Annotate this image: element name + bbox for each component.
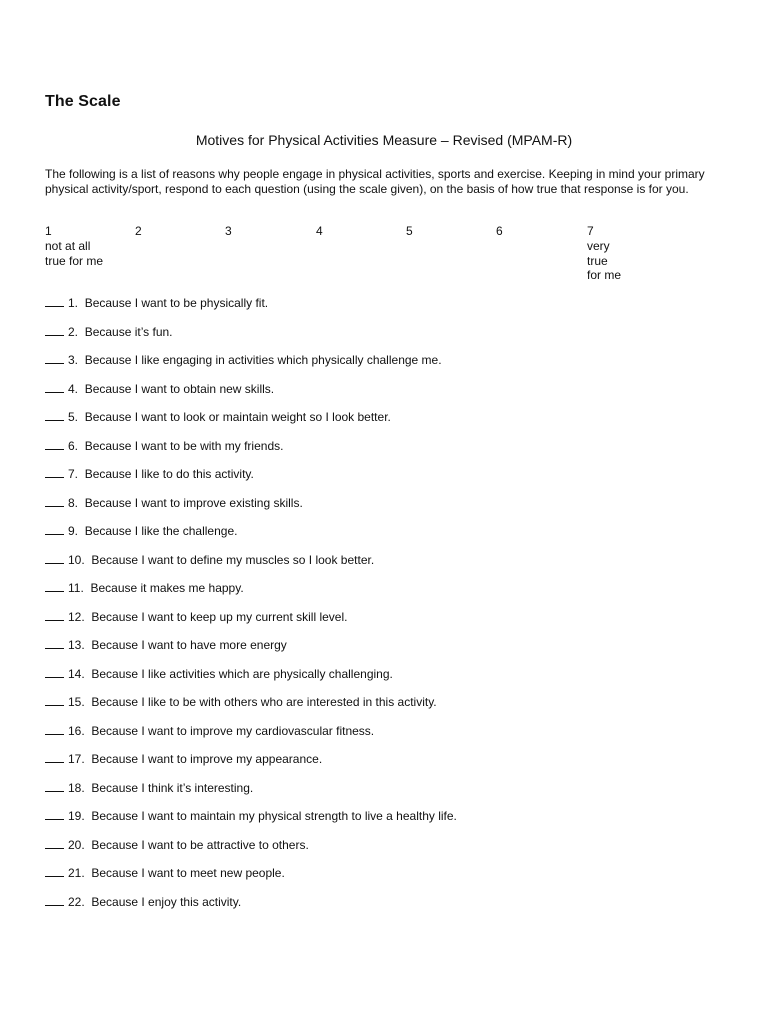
scale-high-label-line3: for me [587,268,622,282]
list-item [45,524,457,553]
item-text: Because I like to do this activity. [84,467,254,481]
item-number: 2. [68,324,79,339]
list-item [45,838,457,867]
list-item [45,695,457,724]
response-blank[interactable] [45,325,64,336]
scale-low-label-line1: not at all [45,239,91,253]
scale-number-2: 2 [135,224,142,238]
item-text: Because I want to look or maintain weight so I look better. [84,410,391,424]
item-number: 3. [68,353,79,367]
scale-high-label-line2: true [587,253,608,268]
item-text: Because I want to obtain new skills. [84,381,275,396]
list-item [45,581,457,610]
item-number: 22. [68,894,85,909]
list-item [45,496,457,525]
list-item [45,895,457,924]
instructions-paragraph: The following is a list of reasons why people engage in physical activities, sports and exercise. Keeping in mind your primary physical activity/sport, respond to each question (using the scale given), on the basis of how true that response is for you. [45,167,705,196]
list-item [45,724,457,753]
item-text: Because I want to improve my cardiovascular fitness. [91,723,375,738]
list-item [45,467,457,496]
item-number: 6. [68,438,79,453]
response-blank[interactable] [45,353,64,364]
item-text: Because I think it’s interesting. [91,780,254,795]
item-text: Because I like engaging in activities which physically challenge me. [84,353,442,367]
list-item [45,353,457,382]
item-number: 19. [68,809,85,823]
item-text: Because I want to be physically fit. [84,296,269,310]
item-number: 10. [68,552,85,567]
response-blank[interactable] [45,895,64,906]
response-blank[interactable] [45,781,64,792]
item-number: 21. [68,866,85,880]
item-text: Because it makes me happy. [90,581,244,595]
list-item [45,809,457,838]
item-number: 11. [68,581,84,595]
scale-low-anchor [45,239,103,268]
response-blank[interactable] [45,809,64,820]
item-number: 8. [68,495,79,510]
response-blank[interactable] [45,752,64,763]
item-number: 9. [68,524,79,538]
item-text: Because I want to be attractive to others. [91,837,309,852]
response-blank[interactable] [45,667,64,678]
scale-number-6: 6 [496,224,503,238]
list-item [45,410,457,439]
item-text: Because I like activities which are physically challenging. [91,666,393,681]
list-item [45,439,457,468]
response-blank[interactable] [45,439,64,450]
response-blank[interactable] [45,610,64,621]
item-number: 18. [68,780,85,795]
item-text: Because I want to improve existing skills. [84,495,303,510]
scale-number-3: 3 [225,224,232,238]
item-number: 1. [68,296,79,310]
scale-high-label-line1: very [587,239,610,253]
item-number: 17. [68,752,85,766]
response-blank[interactable] [45,496,64,507]
list-item [45,752,457,781]
item-text: Because I like the challenge. [84,524,238,538]
response-blank[interactable] [45,553,64,564]
item-number: 16. [68,723,85,738]
scale-number-7: 7 [587,224,594,238]
item-number: 13. [68,638,85,652]
response-blank[interactable] [45,866,64,877]
item-text: Because I want to keep up my current skill level. [91,609,348,624]
item-number: 5. [68,410,79,424]
item-text: Because I want to meet new people. [91,866,285,880]
response-blank[interactable] [45,581,64,592]
list-item [45,325,457,354]
item-number: 15. [68,695,85,709]
list-item [45,667,457,696]
list-item [45,382,457,411]
response-blank[interactable] [45,638,64,649]
response-blank[interactable] [45,524,64,535]
item-text: Because I enjoy this activity. [91,894,242,909]
item-number: 12. [68,609,85,624]
response-blank[interactable] [45,695,64,706]
item-number: 20. [68,837,85,852]
scale-number-1: 1 [45,224,52,238]
scale-number-5: 5 [406,224,413,238]
list-item [45,781,457,810]
scale-low-label-line2: true for me [45,253,104,268]
item-number: 7. [68,467,79,481]
item-number: 4. [68,381,79,396]
response-blank[interactable] [45,382,64,393]
item-text: Because I want to be with my friends. [84,438,284,453]
item-text: Because I want to have more energy [91,638,287,652]
item-text: Because I want to define my muscles so I look better. [91,552,375,567]
list-item [45,866,457,895]
list-item [45,638,457,667]
item-text: Because it’s fun. [84,324,173,339]
response-blank[interactable] [45,410,64,421]
section-heading: The Scale [45,93,121,110]
questionnaire-title: Motives for Physical Activities Measure – Revised (MPAM-R) [195,132,573,148]
item-list [45,296,457,923]
response-blank[interactable] [45,296,64,307]
item-text: Because I like to be with others who are interested in this activity. [91,695,437,709]
item-text: Because I want to maintain my physical strength to live a healthy life. [91,809,457,823]
list-item [45,296,457,325]
list-item [45,553,457,582]
item-number: 14. [68,666,85,681]
response-blank[interactable] [45,838,64,849]
item-text: Because I want to improve my appearance. [91,752,323,766]
scale-high-anchor [587,239,621,283]
response-blank[interactable] [45,467,64,478]
list-item [45,610,457,639]
scale-number-4: 4 [316,224,323,238]
response-blank[interactable] [45,724,64,735]
